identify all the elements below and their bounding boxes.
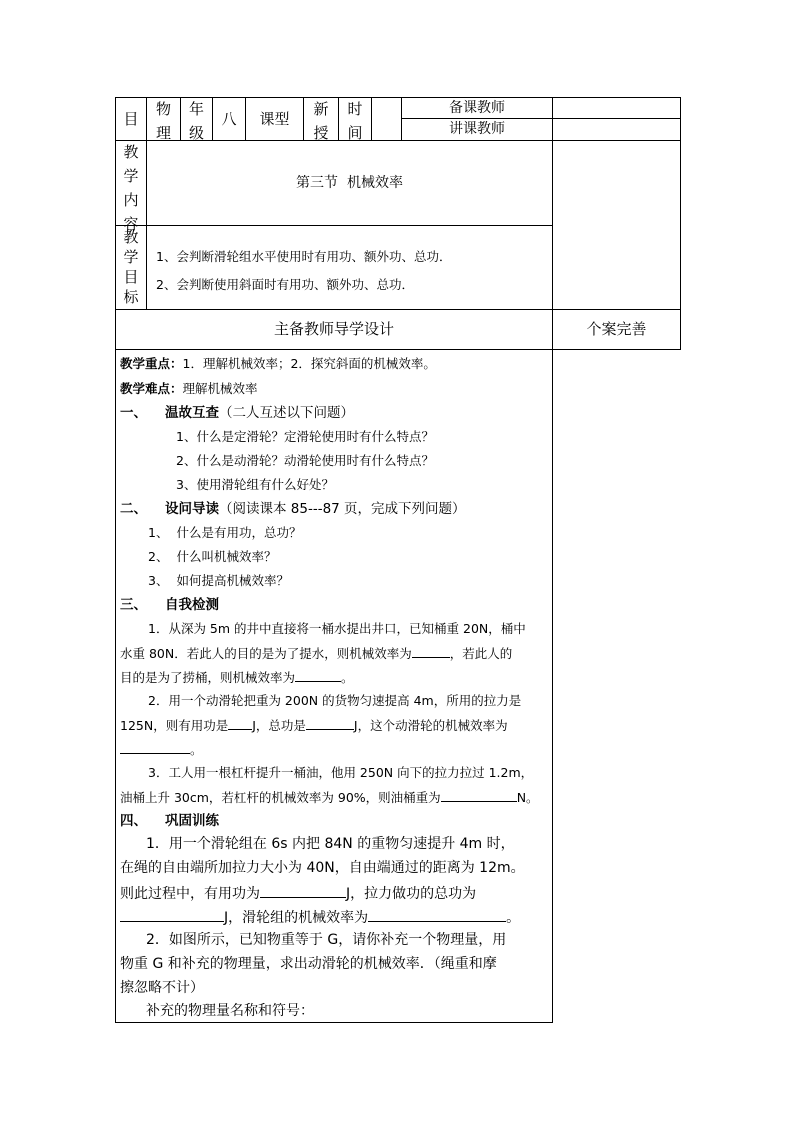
list-item: 2、什么是动滑轮？动滑轮使用时有什么特点？: [176, 453, 434, 468]
goals-label: 教 学 目 标: [123, 228, 139, 306]
answer-blank[interactable]: [120, 740, 190, 754]
vline: [552, 309, 553, 1023]
header-time-label: 时 间: [347, 100, 363, 142]
question-2-line: 2．用一个动滑轮把重为 200N 的货物匀速提高 4m，所用的拉力是: [148, 693, 522, 708]
content-label: 教 学 内 容: [123, 143, 139, 233]
list-item: 1、什么是定滑轮？定滑轮使用时有什么特点？: [176, 429, 434, 444]
hline: [115, 349, 680, 350]
answer-blank[interactable]: [260, 882, 346, 898]
hline: [115, 1022, 553, 1023]
section-4-heading: 四、 巩固训练: [120, 813, 219, 829]
section-3-heading: 三、 自我检测: [120, 597, 219, 613]
list-item: 1、 什么是有用功，总功？: [148, 525, 302, 540]
question-2-line: 125N，则有用功是 J，总功是 J，这个动滑轮的机械效率为: [120, 718, 508, 733]
design-header-side: 个案完善: [586, 320, 647, 338]
list-item: 3、 如何提高机械效率？: [148, 573, 289, 588]
answer-blank[interactable]: [441, 788, 517, 802]
vline: [680, 97, 681, 350]
list-item: 2、 什么叫机械效率？: [148, 549, 277, 564]
lecture-teacher-value: [553, 119, 680, 140]
section-1-heading: 一、 温故互查（二人互述以下问题）: [120, 405, 354, 421]
goal-item: 2、会判断使用斜面时有用功、额外功、总功．: [156, 277, 414, 292]
vline: [371, 97, 372, 140]
hline: [115, 225, 553, 226]
header-mu: 目: [123, 109, 139, 128]
header-lesson-type-label: 课型: [259, 109, 290, 128]
header-grade-label: 年 级: [188, 100, 204, 142]
practice-1-line: 则此过程中，有用功为 J，拉力做功的总功为: [120, 882, 476, 904]
lesson-title: 第三节 机械效率: [296, 174, 403, 191]
answer-blank[interactable]: [120, 906, 224, 922]
answer-blank[interactable]: [228, 716, 252, 730]
goal-item: 1、会判断滑轮组水平使用时有用功、额外功、总功．: [156, 249, 452, 264]
practice-1-line: 1．用一个滑轮组在 6s 内把 84N 的重物匀速提升 4m 时，: [146, 836, 515, 852]
practice-1-line: 在绳的自由端所加拉力大小为 40N，自由端通过的距离为 12m。: [120, 860, 525, 876]
section-2-heading: 二、 设问导读（阅读课本 85---87 页，完成下列问题）: [120, 501, 466, 517]
lecture-teacher-label: 讲课教师: [449, 121, 505, 137]
answer-blank[interactable]: [412, 644, 450, 658]
key-points: 教学重点：1．理解机械效率；2．探究斜面的机械效率。: [120, 356, 436, 371]
vline: [552, 140, 553, 310]
question-3-line: 油桶上升 30cm，若杠杆的机械效率为 90%，则油桶重为 N。: [120, 790, 539, 805]
question-1-line: 水重 80N．若此人的目的是为了提水，则机械效率为 ，若此人的: [120, 646, 513, 661]
practice-1-line: J，滑轮组的机械效率为 。: [120, 906, 520, 928]
practice-2-line: 2．如图所示，已知物重等于 G，请你补充一个物理量，用: [146, 932, 507, 948]
practice-2-line: 擦忽略不计）: [120, 980, 204, 996]
vline: [115, 349, 116, 1023]
question-1-line: 1．从深为 5m 的井中直接将一桶水提出井口，已知桶重 20N，桶中: [148, 621, 526, 636]
answer-blank[interactable]: [368, 906, 506, 922]
answer-blank[interactable]: [306, 716, 354, 730]
question-3-line: 3．工人用一根杠杆提升一桶油，他用 250N 向下的拉力拉过 1.2m，: [148, 765, 534, 780]
header-subject: 物 理: [155, 100, 171, 142]
difficult-points: 教学难点：理解机械效率: [120, 381, 258, 396]
question-2-line: 。: [120, 740, 203, 759]
practice-2-line: 物重 G 和补充的物理量，求出动滑轮的机械效率．（绳重和摩: [120, 956, 497, 972]
list-item: 3、使用滑轮组有什么好处？: [176, 477, 334, 492]
practice-2-line: 补充的物理量名称和符号：: [146, 1003, 314, 1019]
question-1-line: 目的是为了捞桶，则机械效率为 。: [120, 670, 354, 685]
prep-teacher-label: 备课教师: [449, 99, 505, 116]
answer-blank[interactable]: [295, 668, 341, 682]
design-header-main: 主备教师导学设计: [273, 320, 394, 338]
prep-teacher-value: [553, 98, 680, 118]
header-lesson-type-value: 新 授: [313, 100, 329, 142]
header-grade-value: 八: [221, 109, 237, 128]
